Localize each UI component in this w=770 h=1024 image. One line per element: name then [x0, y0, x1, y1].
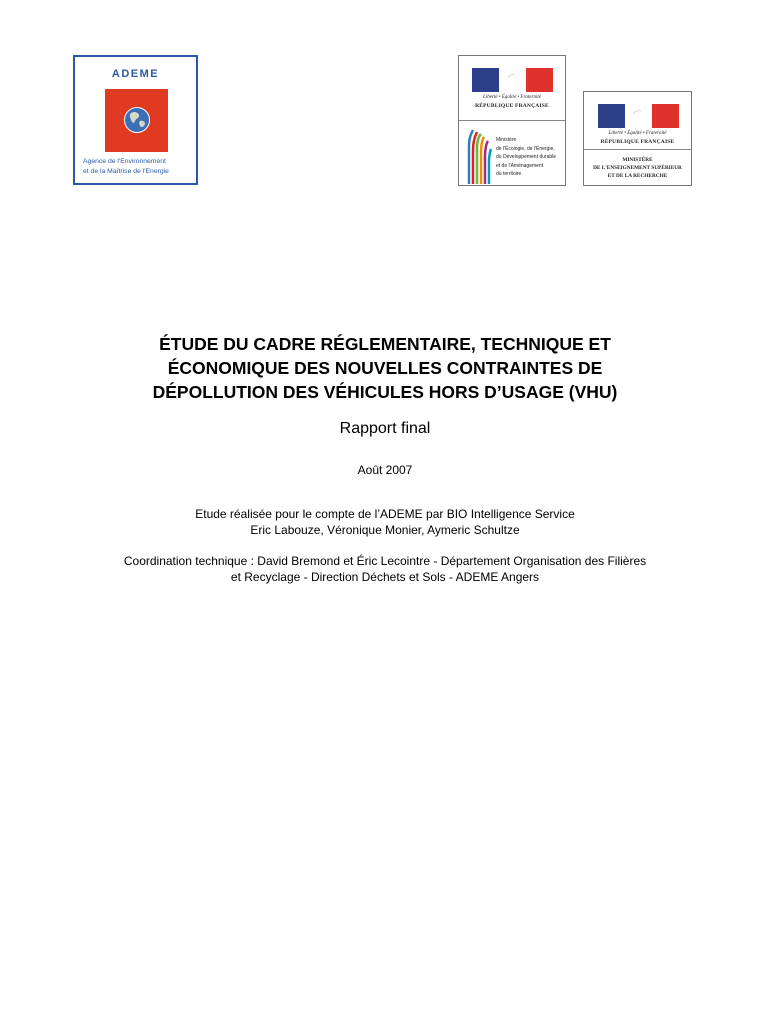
- credits-line: Etude réalisée pour le compte de l’ADEME par BIO Intelligence Service: [195, 507, 575, 521]
- ministere-ecologie-name: [496, 136, 564, 179]
- document-credits: [40, 506, 730, 538]
- title-line: DÉPOLLUTION DES VÉHICULES HORS D’USAGE (VHU): [152, 382, 618, 402]
- ministere-line: et de l'Aménagement: [496, 162, 544, 169]
- marianne-flag: [472, 68, 553, 92]
- devise-text: Liberté • Égalité • Fraternité: [483, 95, 541, 100]
- ministere-line: MINISTÈRE: [622, 157, 653, 163]
- ministere-line: du territoire: [496, 171, 522, 177]
- marianne-profile-icon: [494, 68, 524, 92]
- ministere-line: DE L'ENSEIGNEMENT SUPÉRIEUR: [593, 165, 682, 171]
- ministere-recherche-name: [584, 156, 691, 180]
- colored-stripes-icon: [463, 124, 493, 184]
- ademe-logo-name: ADEME: [111, 68, 160, 80]
- title-line: ÉCONOMIQUE DES NOUVELLES CONTRAINTES DE: [167, 358, 603, 378]
- republique-francaise-text: RÉPUBLIQUE FRANÇAISE: [475, 103, 549, 109]
- ademe-tagline-line: Agence de l'Environnement: [83, 158, 166, 165]
- ministere-line: Ministère: [496, 137, 517, 143]
- ministere-line: ET DE LA RECHERCHE: [607, 173, 668, 179]
- marianne-profile-icon: [620, 104, 650, 128]
- ministere-line: de l'Écologie, de l'Énergie,: [496, 145, 555, 152]
- ministere-recherche-logo: [583, 91, 692, 186]
- ministere-line: du Développement durable: [496, 154, 557, 160]
- coordination-line: Coordination technique : David Bremond et Éric Lecointre - Département Organisation des Filières: [123, 554, 647, 568]
- devise-text: Liberté • Égalité • Fraternité: [608, 131, 667, 136]
- document-coordination: [40, 553, 730, 585]
- title-line: ÉTUDE DU CADRE RÉGLEMENTAIRE, TECHNIQUE ET: [159, 334, 611, 354]
- globe-icon: [123, 106, 151, 134]
- document-date: Août 2007: [357, 463, 413, 477]
- logo-divider: [584, 149, 691, 150]
- ademe-logo: [73, 55, 198, 185]
- document-title: [40, 332, 730, 404]
- marianne-flag: [598, 104, 679, 128]
- logo-divider: [459, 120, 565, 121]
- ministere-ecologie-logo: [458, 55, 566, 186]
- credits-line: Eric Labouze, Véronique Monier, Aymeric Schultze: [250, 523, 520, 537]
- republique-francaise-text: RÉPUBLIQUE FRANÇAISE: [600, 139, 675, 145]
- coordination-line: et Recyclage - Direction Déchets et Sols - ADEME Angers: [230, 570, 540, 584]
- ademe-tagline-line: et de la Maîtrise de l'Energie: [83, 168, 169, 175]
- document-subtitle: Rapport final: [339, 420, 431, 437]
- ademe-logo-tagline: [83, 157, 195, 177]
- ademe-logo-square: [105, 89, 168, 152]
